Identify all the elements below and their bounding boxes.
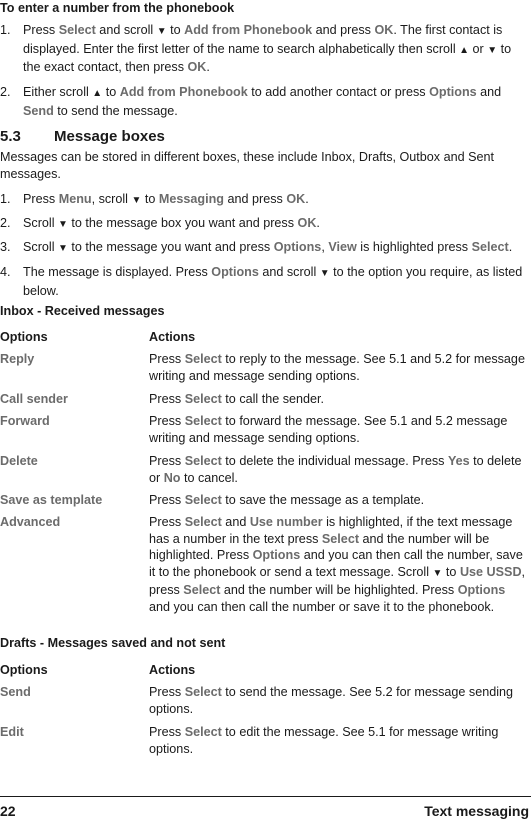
option-label: Send	[0, 685, 31, 699]
text-run: is highlighted, if the text message has a number in the text press	[149, 515, 513, 546]
key-label: Select	[58, 23, 96, 37]
text-run: Press	[149, 493, 185, 507]
text-run: to the message you want and press	[67, 240, 274, 254]
table-row	[0, 391, 531, 408]
drafts-table-header	[0, 662, 531, 679]
table-row	[0, 413, 531, 446]
text-run: Press	[149, 725, 185, 739]
key-label: Select	[184, 515, 222, 529]
options-column-header: Options	[0, 330, 48, 344]
option-label: Reply	[0, 352, 35, 366]
table-row	[0, 514, 531, 615]
text-run: Press	[149, 454, 185, 468]
step-text	[23, 239, 528, 258]
action-text	[149, 724, 529, 757]
text-run: to reply to the message. See 5.1 and 5.2 for message writing and message sending options.	[149, 352, 525, 383]
phonebook-step-2	[0, 84, 528, 119]
step-text	[23, 22, 528, 76]
text-run: to	[141, 192, 159, 206]
text-run: to cancel.	[180, 470, 238, 485]
triangle-down-icon: ▼	[58, 219, 68, 230]
text-run: or	[469, 41, 488, 56]
key-label: Options	[457, 583, 506, 597]
section-intro: Messages can be stored in different boxes, these include Inbox, Drafts, Outbox and Sent messages.	[0, 150, 495, 181]
text-run: and the number will be highlighted. Press	[220, 583, 458, 597]
step-number: 1.	[0, 192, 11, 206]
key-label: Menu	[58, 192, 92, 206]
text-run: and scroll	[95, 23, 157, 37]
key-label: Options	[252, 548, 301, 562]
text-run: to add another contact or press	[247, 85, 430, 99]
text-run: to edit the message. See 5.1 for message writing options.	[149, 725, 499, 756]
footer-divider	[0, 796, 531, 797]
key-label: OK	[374, 23, 394, 37]
section-title	[0, 128, 165, 146]
step-number: 2.	[0, 216, 11, 230]
text-run: Press	[149, 352, 185, 366]
key-label: Select	[184, 685, 222, 699]
text-run: to send the message. See 5.2 for message sending options.	[149, 685, 514, 716]
text-run: to delete the individual message. Press	[221, 454, 448, 468]
text-run: to delete or	[149, 454, 522, 485]
text-run: Press	[23, 192, 59, 206]
step-number: 2.	[0, 85, 11, 99]
box-step-4	[0, 264, 528, 299]
box-step-1	[0, 191, 528, 210]
triangle-down-icon: ▼	[487, 44, 498, 56]
option-label: Delete	[0, 454, 38, 468]
page-number: 22	[0, 803, 16, 819]
options-column-header: Options	[0, 663, 48, 677]
inbox-table-header	[0, 329, 531, 346]
key-label: Add from Phonebook	[184, 23, 313, 37]
text-run: to the option you require, as listed below.	[23, 265, 523, 298]
text-run: ,	[321, 240, 329, 254]
text-run: and press	[224, 192, 287, 206]
triangle-up-icon: ▲	[459, 44, 470, 56]
triangle-down-icon: ▼	[58, 243, 68, 254]
triangle-down-icon: ▼	[432, 567, 443, 579]
key-label: Use number	[249, 515, 323, 529]
text-run: , press	[149, 564, 526, 597]
option-label: Edit	[0, 725, 24, 739]
box-step-2	[0, 215, 528, 234]
text-run: to	[442, 564, 460, 579]
action-text	[149, 492, 529, 509]
section-number: 5.3	[0, 128, 21, 145]
text-run: is highlighted press	[356, 240, 472, 254]
triangle-up-icon: ▲	[92, 88, 103, 99]
table-row	[0, 453, 531, 486]
action-text	[149, 391, 529, 408]
triangle-down-icon: ▼	[319, 268, 330, 279]
step-text	[23, 264, 528, 299]
step-number: 4.	[0, 265, 11, 279]
action-text	[149, 351, 529, 384]
table-row	[0, 724, 531, 757]
table-row	[0, 351, 531, 384]
phonebook-step-1	[0, 22, 528, 76]
text-run: to send the message.	[53, 103, 178, 118]
key-label: Options	[211, 265, 259, 279]
text-run: to the exact contact, then press	[23, 41, 512, 74]
step-number: 3.	[0, 240, 11, 254]
text-run: The message is displayed. Press	[23, 265, 212, 279]
option-label: Forward	[0, 414, 50, 428]
key-label: Select	[184, 454, 222, 468]
key-label: No	[163, 470, 181, 485]
key-label: Send	[23, 103, 54, 118]
triangle-down-icon: ▼	[131, 195, 142, 206]
step-text	[23, 84, 528, 119]
table-row	[0, 684, 531, 717]
text-run: Press	[149, 392, 185, 406]
text-run: and press	[312, 23, 375, 37]
step-number: 1.	[0, 23, 11, 37]
key-label: Select	[184, 352, 222, 366]
inbox-heading: Inbox - Received messages	[0, 304, 165, 318]
text-run: Press	[149, 685, 185, 699]
option-label: Advanced	[0, 515, 61, 529]
text-run: Press	[149, 515, 185, 529]
text-run: and	[476, 85, 502, 99]
chapter-title: Text messaging	[424, 803, 529, 819]
text-run: to forward the message. See 5.1 and 5.2 message writing and message sending options.	[149, 414, 508, 445]
table-row	[0, 492, 531, 509]
key-label: Select	[184, 414, 222, 428]
key-label: Select	[184, 725, 222, 739]
text-run: to	[102, 85, 120, 99]
text-run: and the number will be highlighted. Press	[149, 531, 490, 562]
section-name: Message boxes	[54, 128, 165, 145]
triangle-down-icon: ▼	[156, 26, 167, 37]
action-text	[149, 684, 529, 717]
key-label: Select	[184, 392, 222, 406]
text-run: Scroll	[23, 216, 58, 230]
key-label: Select	[471, 240, 509, 254]
key-label: Options	[429, 85, 477, 99]
text-run: to the message box you want and press	[67, 216, 298, 230]
action-text	[149, 453, 529, 486]
key-label: Messaging	[158, 192, 224, 206]
step-text	[23, 215, 528, 234]
key-label: Use USSD	[459, 564, 522, 579]
key-label: Select	[184, 493, 222, 507]
key-label: Select	[183, 583, 221, 597]
text-run: . The first contact is displayed. Enter the first letter of the name to search alphabetically then scroll	[23, 23, 503, 56]
drafts-heading: Drafts - Messages saved and not sent	[0, 636, 226, 650]
text-run: .	[206, 60, 210, 74]
text-run: and scroll	[258, 265, 320, 279]
key-label: View	[328, 240, 357, 254]
key-label: Add from Phonebook	[119, 85, 248, 99]
box-step-3	[0, 239, 528, 258]
key-label: OK	[297, 216, 317, 230]
action-text	[149, 514, 529, 615]
text-run: .	[305, 192, 309, 206]
option-label: Call sender	[0, 392, 68, 406]
key-label: Yes	[447, 454, 470, 468]
text-run: Scroll	[23, 240, 58, 254]
option-label: Save as template	[0, 493, 103, 507]
text-run: and	[221, 515, 250, 529]
actions-column-header: Actions	[149, 663, 196, 677]
key-label: Options	[273, 240, 322, 254]
text-run: Either scroll	[23, 85, 93, 99]
text-run: .	[508, 240, 513, 254]
text-run: and you can then call the number, save it to the phonebook or send a text message. Scroll	[149, 548, 523, 579]
text-run: to	[166, 23, 185, 37]
key-label: OK	[187, 60, 207, 74]
text-run: .	[316, 216, 320, 230]
step-text	[23, 191, 528, 210]
phonebook-heading: To enter a number from the phonebook	[0, 1, 235, 15]
text-run: , scroll	[91, 192, 132, 206]
text-run: Press	[149, 414, 185, 428]
action-text	[149, 413, 529, 446]
actions-column-header: Actions	[149, 330, 196, 344]
text-run: and you can then call the number or save it to the phonebook.	[149, 599, 495, 614]
key-label: Select	[321, 531, 360, 546]
text-run: to save the message as a template.	[221, 493, 425, 507]
text-run: to call the sender.	[221, 392, 325, 406]
key-label: OK	[286, 192, 306, 206]
text-run: Press	[23, 23, 59, 37]
